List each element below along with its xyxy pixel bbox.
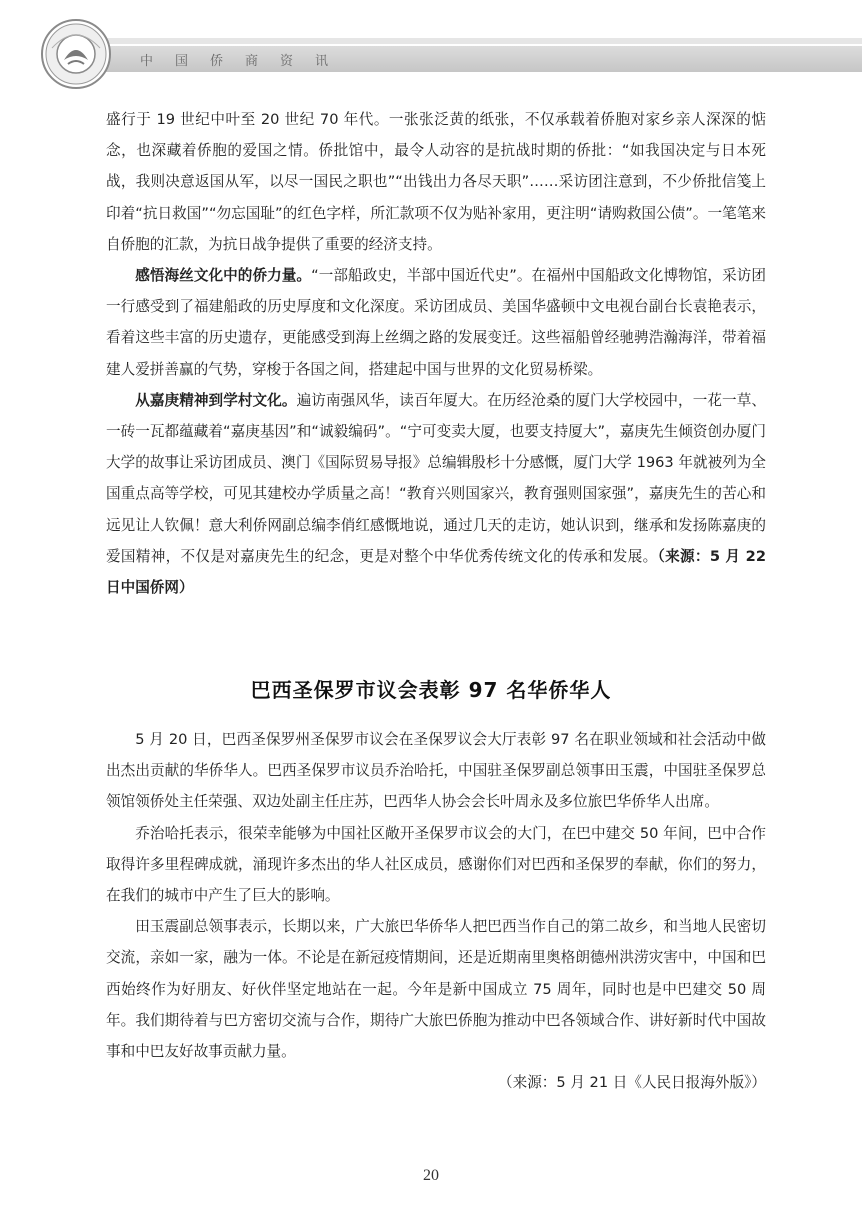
article-body: [106, 724, 766, 1098]
paragraph: 5 月 20 日，巴西圣保罗州圣保罗市议会在圣保罗议会大厅表彰 97 名在职业领域和社会活动中做出杰出贡献的华侨华人。巴西圣保罗市议员乔治哈托，中国驻圣保罗副总领事田玉震，中国驻圣保罗总领馆领侨处主任荣强、双边处副主任庄苏，巴西华人协会会长叶周永及多位旅巴华侨华人出席。: [106, 731, 766, 811]
paragraph-lead: 从嘉庚精神到学村文化。: [135, 391, 297, 409]
article-continuation: [106, 104, 766, 603]
paragraph: 乔治哈托表示，很荣幸能够为中国社区敞开圣保罗市议会的大门，在巴中建交 50 年间，巴中合作取得许多里程碑成就，涌现许多杰出的华人社区成员，感谢你们对巴西和圣保罗的奉献，你们的努力，在我们的城市中产生了巨大的影响。: [106, 824, 766, 905]
paragraph: [106, 260, 766, 385]
header-title: 中国侨商资讯: [140, 54, 351, 69]
article-source: （来源：5 月 21 日《人民日报海外版》）: [498, 1074, 766, 1092]
header-band-top: [70, 38, 862, 44]
paragraph-body: “一部船政史，半部中国近代史”。在福州中国船政文化博物馆，采访团一行感受到了福建船政的历史厚度和文化深度。采访团成员、美国华盛顿中文电视台副台长袁艳表示，看着这些丰富的历史遗存，更能感受到海上丝绸之路的发展变迁。这些福船曾经驰骋浩瀚海洋，带着福建人爱拼善赢的气势，穿梭于各国之间，搭建起中国与世界的文化贸易桥梁。: [106, 267, 766, 378]
paragraph: 盛行于 19 世纪中叶至 20 世纪 70 年代。一张张泛黄的纸张，不仅承载着侨胞对家乡亲人深深的惦念，也深藏着侨胞的爱国之情。侨批馆中，最令人动容的是抗战时期的侨批：“如我国决定与日本死战，我则决意返国从军，以尽一国民之职也”“出钱出力各尽天职”……采访团注意到，不少侨批信笺上印着“抗日救国”“勿忘国耻”的红色字样，所汇款项不仅为贴补家用，更注明“请购救国公债”。一笔笔来自侨胞的汇款，为抗日战争提供了重要的经济支持。: [106, 111, 766, 253]
page-header: [0, 0, 862, 95]
paragraph: [106, 385, 766, 603]
page-number: 20: [423, 1167, 439, 1184]
paragraph-body: 遍访南强风华，读百年厦大。在历经沧桑的厦门大学校园中，一花一草、一砖一瓦都蕴藏着“嘉庚基因”和“诚毅编码”。“宁可变卖大厦，也要支持厦大”，嘉庚先生倾资创办厦门大学的故事让采访团成员、澳门《国际贸易导报》总编辑殷杉十分感慨，厦门大学 1963 年就被列为全国重点高等学校，可见其建校办学质量之高！“教育兴则国家兴，教育强则国家强”，嘉庚先生的苦心和远见让人钦佩！意大利侨网副总编李俏红感慨地说，通过几天的走访，她认识到，继承和发扬陈嘉庚的爱国精神，不仅是对嘉庚先生的纪念，更是对整个中华优秀传统文化的传承和发展。: [106, 391, 766, 565]
paragraph-lead: 感悟海丝文化中的侨力量。: [135, 267, 312, 285]
logo-emblem-icon: [40, 18, 112, 90]
article-source: （来源：5 月 22 日中国侨网）: [106, 547, 766, 597]
article-title: 巴西圣保罗市议会表彰 97 名华侨华人: [250, 678, 612, 702]
organization-logo: [40, 18, 112, 90]
paragraph: 田玉震副总领事表示，长期以来，广大旅巴华侨华人把巴西当作自己的第二故乡，和当地人民密切交流，亲如一家，融为一体。不论是在新冠疫情期间，还是近期南里奥格朗德州洪涝灾害中，中国和巴西始终作为好朋友、好伙伴坚定地站在一起。今年是新中国成立 75 周年，同时也是中巴建交 50 周年。我们期待着与巴方密切交流与合作，期待广大旅巴侨胞为推动中巴各领域合作、讲好新时代中国故事和中巴友好故事贡献力量。: [106, 918, 766, 1061]
